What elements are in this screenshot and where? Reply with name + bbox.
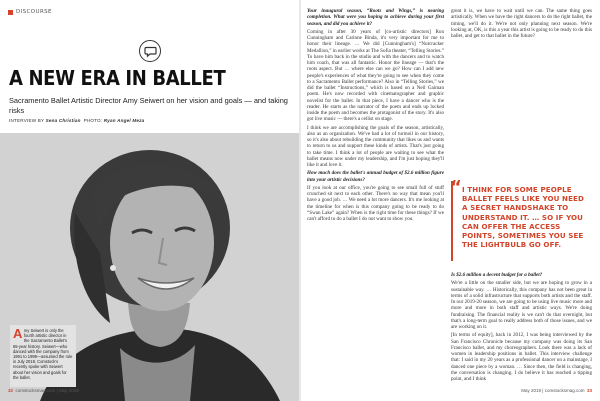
byline-photographer: Ryan Angel Meza — [103, 118, 145, 123]
byline-author: Sena Christian — [45, 118, 81, 123]
article-column-2 — [451, 8, 592, 178]
interview-answer: Coming in after 30 years of [co-artistic directors] Ron Cunningham and Carinne Binda, it's very important for me to honor their lineage. … We did [Cunningham's] “Nutcracker Medallion,” in earlier works at The Sofia theater, “Telling Stories.” To have him back in the studio and with the dancers and to watch him coach, that was all fantastic. Honor the lineage — that's the roots aspect. But … where else can we go? How can I add new people's experiences of what they're going to see when they come to a Sacramento Ballet performance? Also in “Telling Stories,” we did the ballet “Instructions,” which is based on a Neil Gaiman poem. He's now recorded with cinematographer and graphic novelist for the ballet. In that piece, I have a dancer who is the reader. He starts as the narrator of the poem and ends up locked inside the poem and becomes the protagonist of the story. It's also got live music — there's a cellist on stage. — [307, 28, 444, 123]
interview-question: Your inaugural season, “Roots and Wings,” is nearing completion. What were you hoping to achieve during your first season, and did you achieve it? — [307, 8, 444, 27]
section-label: DISCOURSE — [16, 9, 52, 15]
article-headline: A NEW ERA IN BALLET — [9, 66, 226, 90]
byline-photo-prefix: PHOTO: — [83, 118, 104, 123]
right-page-number: 33 — [586, 388, 592, 393]
section-marker-icon — [8, 10, 13, 15]
interview-answer: great it is, we have to wait until we can. The same thing goes artistically. When we have the right dancers to do the right ballet, the timing, we'll do it. We're not only planning next season. We're looking at, OK, is this a year this artist is going to be ready to do this ballet, and get to that ballet in the future? — [451, 8, 592, 39]
right-folio-site: comstocksmag.com — [544, 388, 585, 393]
pull-quote-text: I THINK FOR SOME PEOPLE BALLET FEELS LIKE YOU NEED A SECRET HANDSHAKE TO UNDERSTAND IT. … SO IF YOU CAN OFFER THE ACCESS POINTS, SOMETIMES YOU SEE THE LIGHTBULB GO OFF. — [462, 185, 584, 250]
left-page-number: 32 — [8, 388, 14, 393]
quote-mark-icon: “ — [450, 177, 462, 198]
left-page-folio: 32 comstocksmag.com | May 2019 — [8, 388, 79, 393]
interview-answer: We're a little on the smaller side, but we are hoping to grow in a sustainable way. … Historically, this company has not been great in terms of a solid infrastructure that supports both artists and the staff. In our 2019-20 season, we are going to be using live music more and more and more in both staff and artistic ways. We're doing fundraising. The financial reality is we can't do that overnight, but that's a long-term goal to really address both of those issues, and we are working on it. — [451, 280, 592, 330]
caption-text: my Seiwert is only the fourth artistic director in the Sacramento Ballet's 65-year history. Seiwert—who danced with the company from 1991 to 1999—assumed the role in July 2018. Comstock's recently spoke with Seiwert about her vision and goals for the ballet. — [13, 328, 73, 380]
interview-question: Is $2.6 million a decent budget for a ballet? — [451, 272, 543, 278]
caption-dropcap: A — [13, 326, 23, 341]
interview-question: How much does the ballet's annual budget of $2.6 million figure into your artistic decisions? — [307, 170, 444, 183]
left-folio-site: comstocksmag.com — [15, 388, 56, 393]
article-deck: Sacramento Ballet Artistic Director Amy Seiwert on her vision and goals — and taking risks — [9, 96, 288, 115]
article-column-1 — [307, 8, 444, 386]
section-tag — [8, 9, 52, 15]
interview-answer: [In terms of equity], back in 2012, I was being interviewed by the San Francisco Chronicle because my company was doing its San Francisco ballet, and my choreographers. Look there was a lack of women in leadership positions in ballet. This interview challenge that: I said in my 20 years as a professional dancer on a mainstage, I danced one piece by a woman. … Since then, the field is changing, the conversation is changing. I do believe it has reached a tipping point, and I think — [451, 332, 592, 382]
interview-answer: I think we are accomplishing the goals of the season, artistically, also as an organization. We've had a lot of turmoil in our history, so it's also about rebuilding the community that likes us and wants to return to us and support these kinds of artists. That's just going to take time. I think a lot of people are waiting to see what the ballet means now under my leadership, and I'm just hoping they'll like it and love it. — [307, 124, 444, 168]
photo-caption — [10, 325, 76, 387]
right-folio-date: May 2019 — [521, 388, 542, 393]
pull-quote — [450, 177, 592, 261]
byline-prefix: INTERVIEW BY — [9, 118, 46, 123]
speech-bubble-icon — [139, 40, 161, 62]
right-page-folio: May 2019 | comstocksmag.com 33 — [521, 388, 592, 393]
article-byline — [9, 118, 294, 123]
interview-answer: If you look at our office, you're going to see small full of stuff crunched sit next to each other. There's no way that mean you'll have a good job. … We need a lot more dancers. It's me looking at the timeline for when is this company going to be ready to do “Swan Lake” again? When is the right time for these things? If we can't afford to do a ballet I do not want to show you. — [307, 184, 444, 222]
left-folio-date: May 2019 — [58, 388, 79, 393]
article-column-2-lower — [451, 272, 592, 384]
page-gutter — [299, 0, 301, 401]
